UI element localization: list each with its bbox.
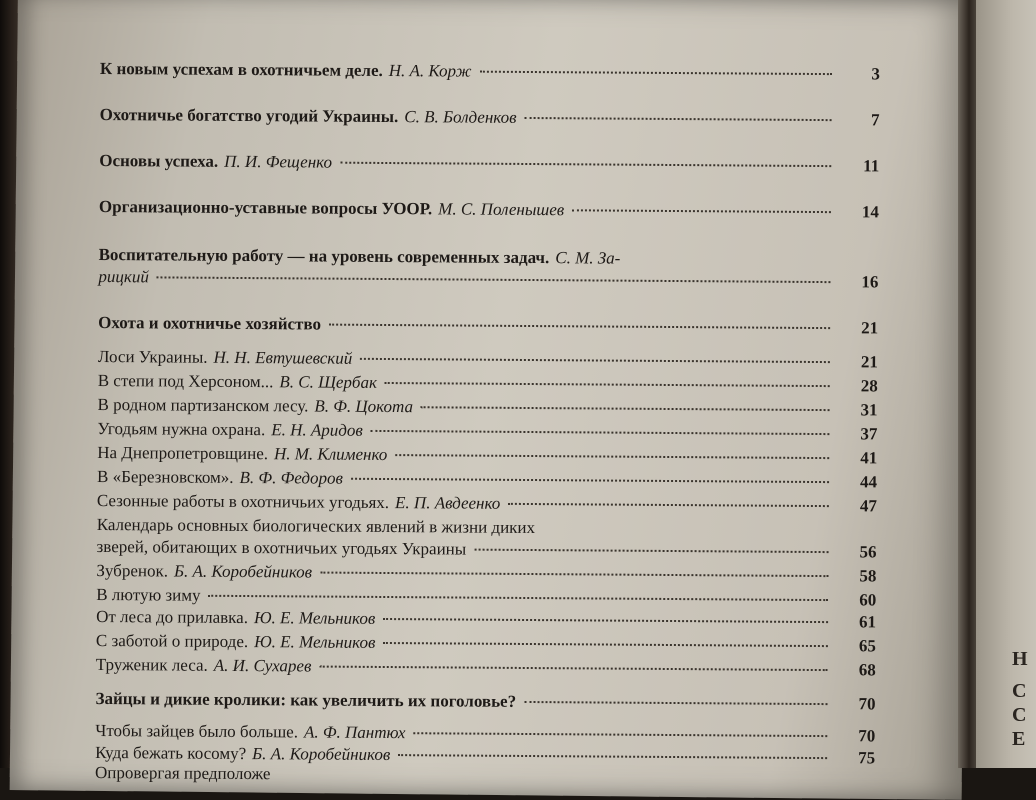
toc-entry-page: 58 (859, 566, 877, 586)
leader-dots (398, 754, 827, 759)
leader-dots (383, 642, 828, 647)
toc-entry-page: 14 (861, 202, 880, 222)
toc-entry-author: С. В. Болденков (404, 107, 517, 127)
toc-entry-author: Б. А. Коробейников (252, 744, 391, 765)
toc-entry-page: 61 (859, 612, 877, 632)
toc-entry-author: В. Ф. Федоров (239, 467, 343, 488)
toc-entry-title: В «Березновском». (97, 466, 234, 487)
toc-entry-page: 28 (860, 376, 878, 396)
toc-entry-page: 37 (860, 424, 878, 444)
toc-entry-title: Лоси Украины. (97, 346, 208, 367)
leader-dots (319, 666, 827, 672)
toc-entry-author: М. С. Поленышев (438, 199, 565, 220)
toc-entry-title: Зубренок. (96, 560, 169, 581)
leader-dots (474, 549, 828, 553)
toc-entry-page: 44 (859, 472, 878, 492)
toc-entry-title: В лютую зиму (96, 584, 201, 605)
toc-entry-page: 75 (858, 748, 876, 768)
toc-entry-author: Е. П. Авдеенко (395, 493, 501, 513)
toc-entry-author: Н. М. Клименко (273, 444, 388, 465)
toc-entry-title: Куда бежать косому? (95, 742, 247, 764)
toc-entry-title: Опровергая предположе (94, 762, 271, 784)
toc-entry-page: 31 (860, 400, 878, 420)
toc-entry-author: В. Ф. Цокота (314, 396, 414, 417)
toc-entry-page: 11 (863, 156, 880, 176)
leader-dots (413, 732, 827, 737)
toc-entry-page: 68 (858, 660, 876, 680)
toc-entry-title: В родном партизанском лесу. (97, 394, 309, 416)
leader-dots (340, 162, 831, 167)
toc-entry (97, 514, 877, 563)
next-page-letter: Н (1012, 648, 1028, 670)
toc-entry-title: С заботой о природе. (95, 630, 249, 652)
toc-entry-title: От леса до прилавка. (96, 606, 249, 628)
toc-entry-page: 70 (858, 694, 876, 714)
leader-dots (371, 430, 830, 435)
toc-entry-title: Воспитательную работу — на уровень современных задач. (98, 244, 550, 268)
toc-entry-title: Сезонные работы в охотничьих угодьях. (96, 490, 390, 513)
leader-dots (157, 276, 831, 283)
leader-dots (479, 71, 831, 75)
leader-dots (524, 117, 831, 121)
toc-entry (98, 244, 878, 293)
toc-entry-page: 21 (860, 352, 878, 372)
toc-entry-author-continued: рицкий (98, 266, 149, 287)
toc-entry-title: В степи под Херсоном... (97, 370, 274, 392)
toc-entry-title: Календарь основных биологических явлений в жизни диких (96, 514, 536, 538)
toc-entry-title: На Днепропетровщине. (97, 442, 269, 464)
toc-entry-title: Труженик леса. (95, 654, 208, 675)
toc-entry-author: В. С. Щербак (279, 372, 378, 392)
leader-dots (421, 406, 830, 411)
toc-entry-author: П. И. Фещенко (224, 151, 333, 172)
leader-dots (329, 324, 830, 329)
toc-entry-title: Охотничье богатство угодий Украины. (99, 104, 399, 127)
toc-entry-title: Угодьям нужна охрана. (97, 418, 266, 440)
toc-entry-author: Н. А. Корж (388, 61, 472, 81)
toc-entry-page: 70 (858, 726, 876, 746)
toc-entry-page: 16 (861, 272, 879, 292)
toc-entry-title: Чтобы зайцев было больше. (95, 720, 299, 742)
leader-dots (320, 572, 828, 578)
toc-entry-page: 47 (859, 496, 877, 516)
toc-entry-page: 21 (861, 318, 879, 338)
leader-dots (209, 595, 829, 601)
toc-entry-page: 56 (859, 542, 877, 562)
toc-entry-author: Ю. Е. Мельников (253, 608, 376, 628)
toc-entry-page: 7 (871, 110, 880, 130)
leader-dots (524, 701, 827, 705)
leader-dots (360, 358, 830, 363)
toc-entry-author: С. М. За- (555, 248, 621, 268)
toc-entry-title: Организационно-уставные вопросы УООР. (98, 196, 433, 219)
next-page-letter: С (1012, 680, 1027, 702)
toc-entry-title-continued: зверей, обитающих в охотничьих угодьях Украины (96, 536, 467, 559)
toc-entry-author: А. И. Сухарев (213, 655, 312, 676)
leader-dots (351, 478, 829, 483)
toc-entry-title: Охота и охотничье хозяйство (98, 312, 322, 334)
toc-entry-author: Н. Н. Евтушевский (213, 347, 353, 368)
leader-dots (395, 454, 829, 459)
leader-dots (383, 618, 828, 623)
leader-dots (508, 503, 829, 507)
toc-entry-author: Б. А. Коробейников (173, 561, 313, 582)
toc-entry-page: 65 (858, 636, 876, 656)
next-page-text (1008, 0, 1028, 768)
toc-entry-title: Основы успеха. (99, 150, 219, 171)
toc-entry-author: А. Ф. Пантюх (303, 722, 406, 743)
next-page-letter: С (1012, 704, 1027, 726)
toc-entry-page: 41 (860, 448, 878, 468)
toc-entry-title: Зайцы и дикие кролики: как увеличить их поголовье? (95, 688, 517, 711)
leader-dots (572, 209, 831, 213)
toc-entry-author: Ю. Е. Мельников (254, 632, 376, 652)
toc-entry-author: Е. Н. Аридов (271, 420, 363, 440)
toc-entry-page: 3 (871, 64, 880, 84)
leader-dots (385, 382, 830, 387)
toc-entry-page: 60 (859, 590, 877, 610)
toc-entry-title: К новым успехам в охотничьем деле. (99, 58, 383, 80)
next-page-letter: Е (1012, 728, 1026, 750)
